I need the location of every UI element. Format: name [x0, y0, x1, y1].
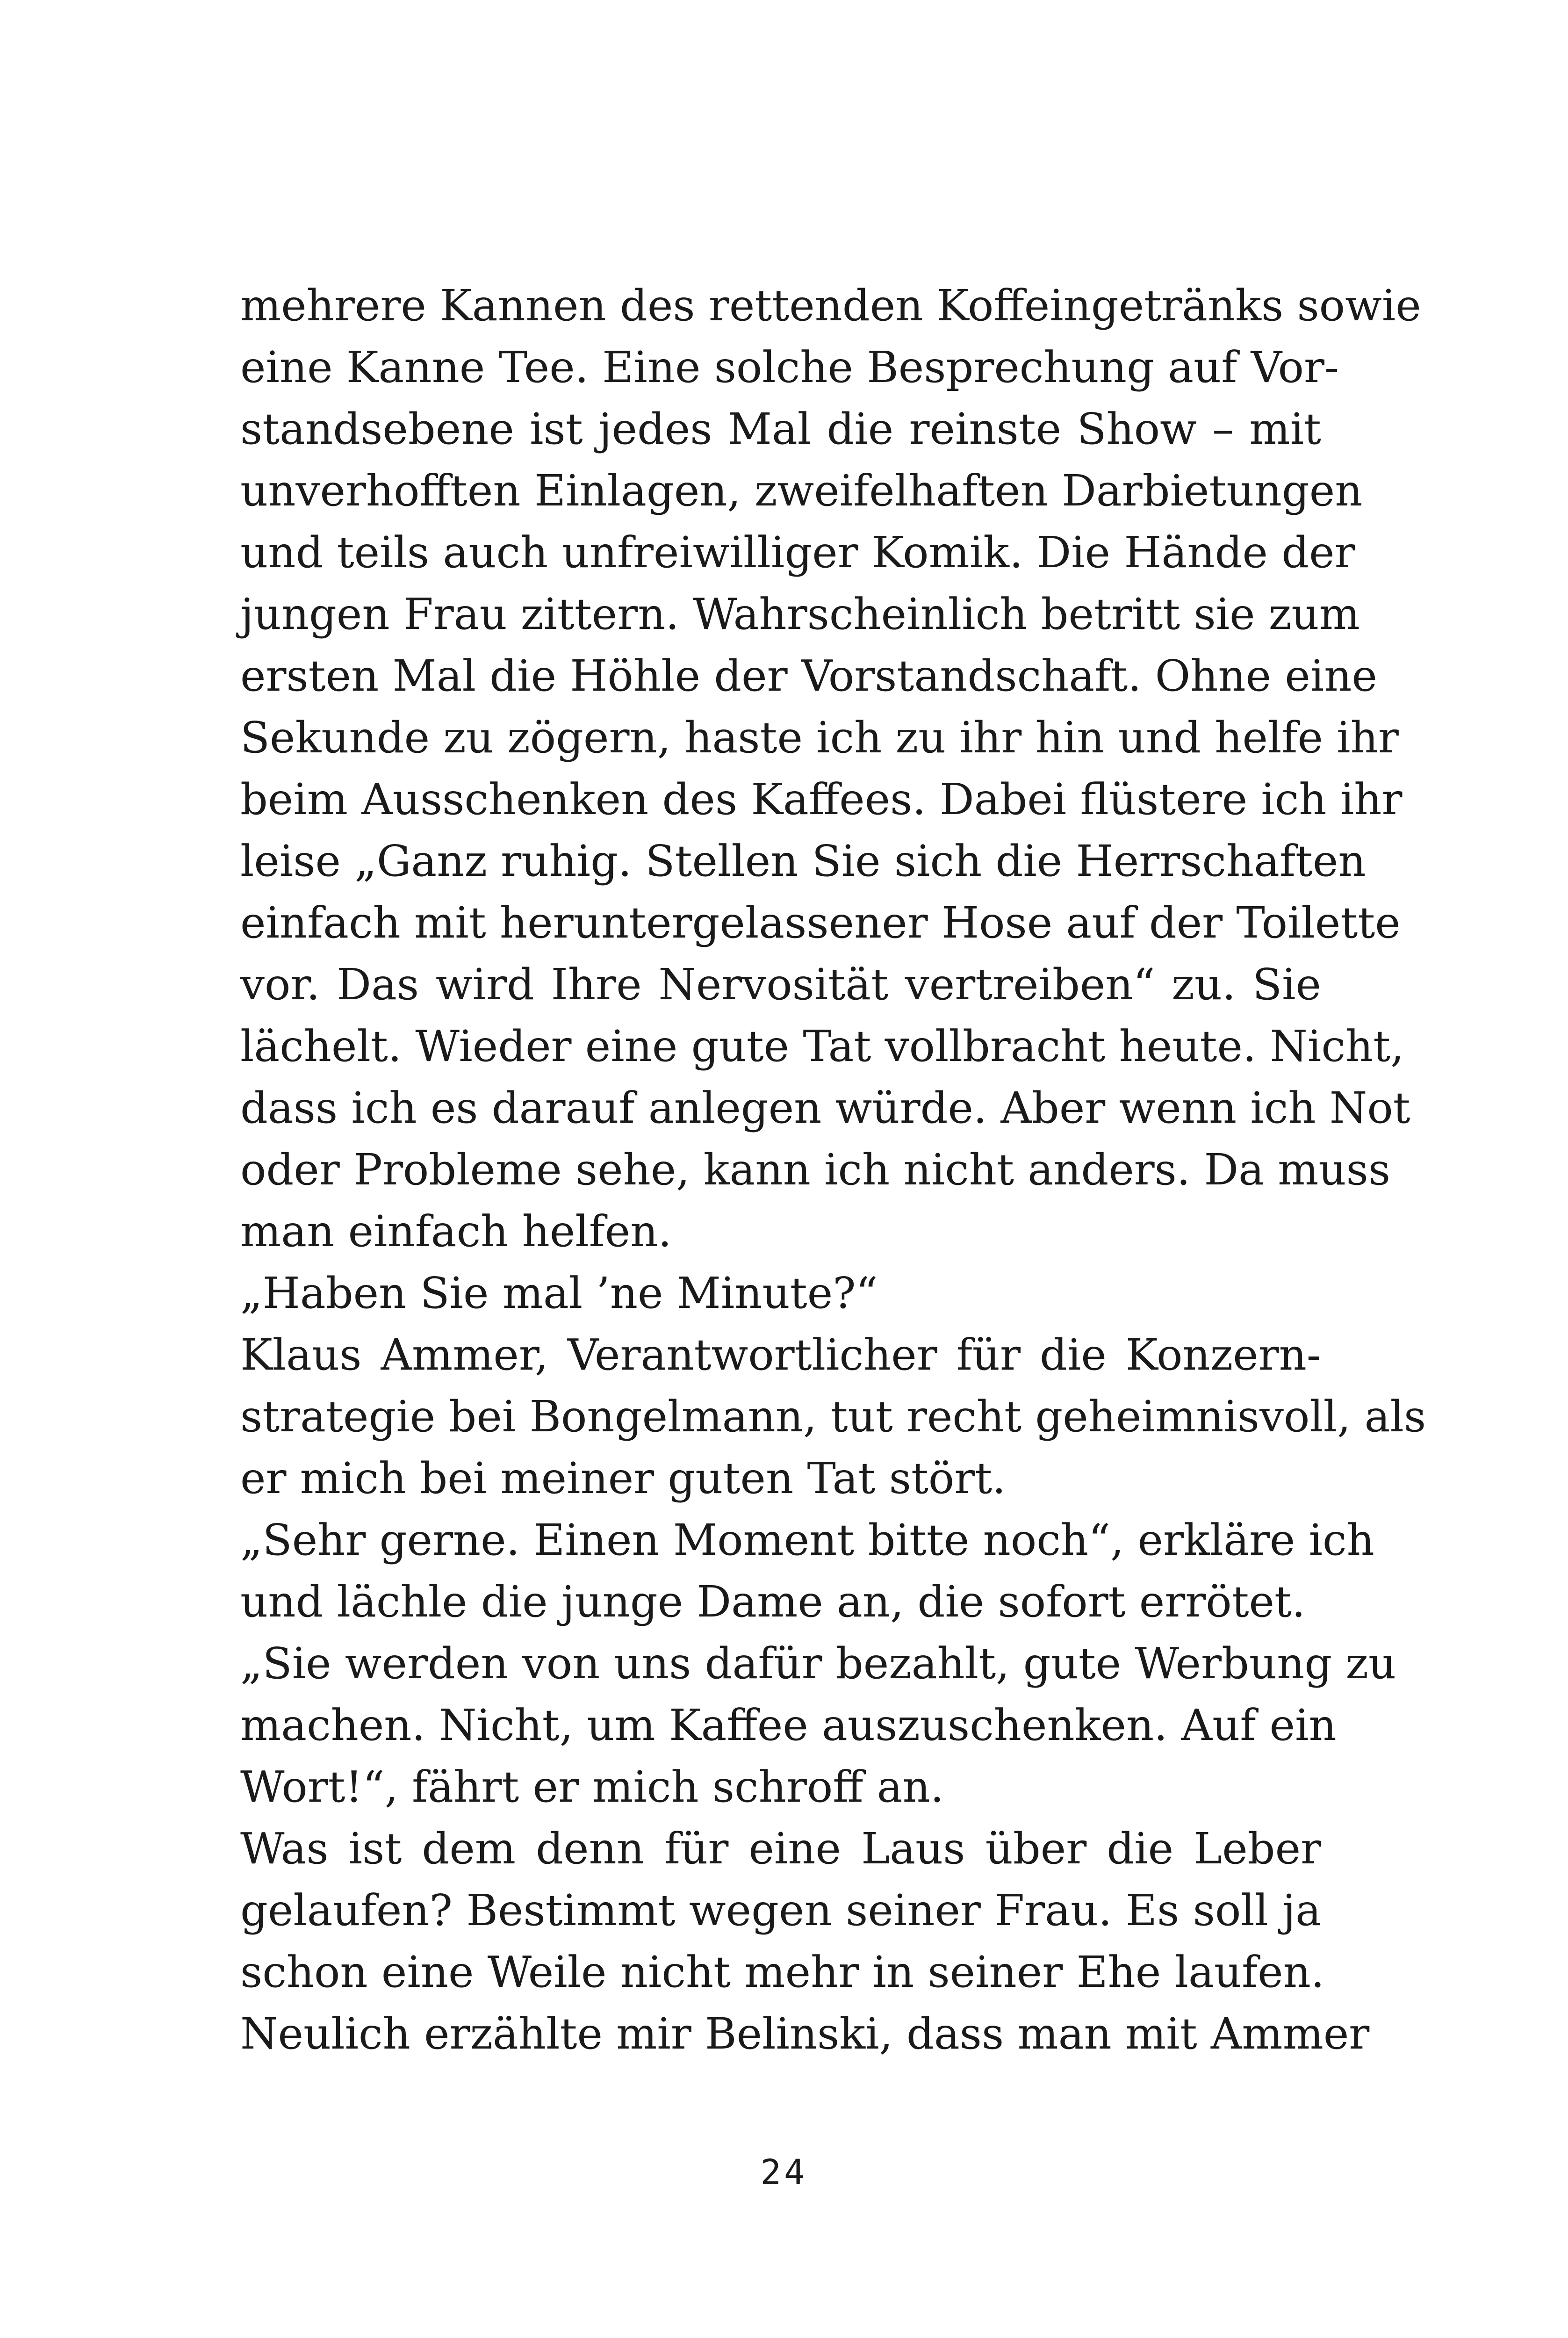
text-line: man einfach helfen. [240, 1206, 672, 1256]
text-line: mehrere Kannen des rettenden Koffeingetränks sowie [240, 281, 1421, 331]
text-line: lächelt. Wieder eine gute Tat vollbracht heute. Nicht, [240, 1021, 1404, 1071]
text-line: Sekunde zu zögern, haste ich zu ihr hin und helfe ihr [240, 713, 1399, 763]
text-line: Neulich erzählte mir Belinski, dass man mit Ammer [240, 2009, 1370, 2059]
text-line: „Sie werden von uns dafür bezahlt, gute Werbung zu [240, 1638, 1396, 1689]
text-line: schon eine Weile nicht mehr in seiner Ehe laufen. [240, 1947, 1325, 1997]
text-line: unverhofften Einlagen, zweifelhaften Darbietungen [240, 466, 1363, 516]
text-line: einfach mit heruntergelassener Hose auf der Toilette [240, 898, 1401, 948]
text-line: und teils auch unfreiwilliger Komik. Die Hände der [240, 527, 1355, 577]
text-line: eine Kanne Tee. Eine solche Besprechung auf Vor- [240, 342, 1339, 392]
text-line: standsebene ist jedes Mal die reinste Show – mit [240, 404, 1321, 454]
text-line: jungen Frau zittern. Wahrscheinlich betritt sie zum [240, 589, 1360, 639]
text-line: vor. Das wird Ihre Nervosität vertreiben“ zu. Sie [240, 960, 1321, 1010]
text-line: beim Ausschenken des Kaffees. Dabei flüstere ich ihr [240, 774, 1403, 824]
body-text [240, 275, 1426, 2065]
text-line: Klaus Ammer, Verantwortlicher für die Konzern- [240, 1330, 1321, 1380]
text-line: „Haben Sie mal ’ne Minute?“ [240, 1268, 878, 1318]
text-line: oder Probleme sehe, kann ich nicht anders. Da muss [240, 1145, 1391, 1195]
text-line: Wort!“, fährt er mich schroff an. [240, 1762, 944, 1812]
text-line: er mich bei meiner guten Tat stört. [240, 1453, 1006, 1503]
text-line: strategie bei Bongelmann, tut recht geheimnisvoll, als [240, 1392, 1426, 1442]
text-line: „Sehr gerne. Einen Moment bitte noch“, erkläre ich [240, 1515, 1374, 1565]
page-number: 24 [760, 2152, 808, 2193]
text-line: und lächle die junge Dame an, die sofort errötet. [240, 1577, 1306, 1627]
text-line: ersten Mal die Höhle der Vorstandschaft. Ohne eine [240, 651, 1377, 701]
text-line: gelaufen? Bestimmt wegen seiner Frau. Es soll ja [240, 1885, 1321, 1935]
text-line: machen. Nicht, um Kaffee auszuschenken. Auf ein [240, 1700, 1337, 1750]
text-line: dass ich es darauf anlegen würde. Aber wenn ich Not [240, 1083, 1410, 1133]
text-line: leise „Ganz ruhig. Stellen Sie sich die Herrschaften [240, 836, 1366, 886]
text-line: Was ist dem denn für eine Laus über die Leber [240, 1824, 1321, 1874]
